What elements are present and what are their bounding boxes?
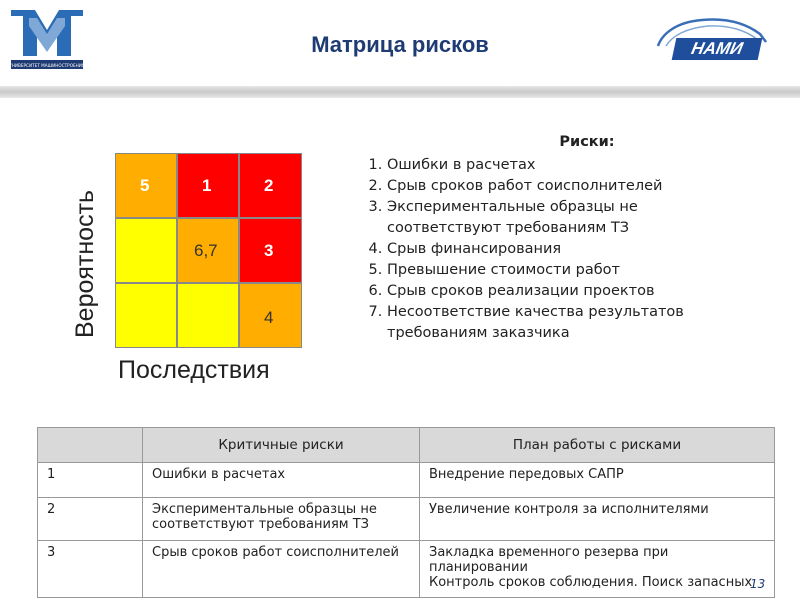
matrix-cell-r1-c1 (115, 153, 177, 218)
table-row (38, 498, 775, 541)
matrix-cell-r2-c1 (115, 218, 177, 283)
row-plan: Увеличение контроля за исполнителями (420, 498, 775, 541)
risk-item: 4. Срыв финансирования (387, 239, 742, 260)
page-title: Матрица рисков (311, 32, 489, 57)
matrix-cell-r3-c2 (177, 283, 239, 348)
risks-ordered-list (352, 155, 742, 344)
svg-text:УНИВЕРСИТЕТ МАШИНОСТРОЕНИЯ: УНИВЕРСИТЕТ МАШИНОСТРОЕНИЯ (9, 63, 85, 68)
matrix-cell-label: 2 (264, 176, 274, 195)
matrix-cell-label: 4 (264, 308, 274, 327)
column-header-critical-risks: Критичные риски (143, 428, 420, 463)
matrix-cell-label: 1 (202, 176, 212, 195)
matrix-cell-r3-c1 (115, 283, 177, 348)
risk-item: 7. Несоответствие качества результатов требованиям заказчика (387, 302, 742, 344)
matrix-cell-r1-c3 (239, 153, 302, 218)
page-number: 13 (750, 577, 766, 591)
table-header-row (38, 428, 775, 463)
nami-logo (652, 12, 772, 68)
matrix-cell-r3-c3 (239, 283, 302, 348)
matrix-cell-r1-c2 (177, 153, 239, 218)
row-risk: Ошибки в расчетах (143, 463, 420, 498)
row-risk: Срыв сроков работ соисполнителей (143, 541, 420, 598)
nami-logo-text: НАМИ (672, 38, 763, 60)
matrix-cell-label: 3 (264, 241, 274, 260)
column-header-plan: План работы с рисками (420, 428, 775, 463)
risk-item: 5. Превышение стоимости работ (387, 260, 742, 281)
y-axis-label: Вероятность (71, 189, 99, 338)
x-axis-label: Последствия (118, 356, 270, 384)
table-row (38, 463, 775, 498)
risk-plan-table (37, 427, 775, 598)
risk-item: 6. Срыв сроков реализации проектов (387, 281, 742, 302)
row-risk: Экспериментальные образцы не соответствуют требованиям ТЗ (143, 498, 420, 541)
row-number: 3 (38, 541, 143, 598)
risk-matrix (115, 153, 302, 348)
risk-item: 1. Ошибки в расчетах (387, 155, 742, 176)
matrix-cell-label: 5 (140, 176, 150, 195)
row-number: 2 (38, 498, 143, 541)
matrix-cell-r2-c2 (177, 218, 239, 283)
matrix-cell-r2-c3 (239, 218, 302, 283)
header-divider (0, 86, 800, 98)
risk-item: 2. Срыв сроков работ соисполнителей (387, 176, 742, 197)
row-number: 1 (38, 463, 143, 498)
column-header-number (38, 428, 143, 463)
matrix-cell-label: 6,7 (194, 241, 218, 260)
risks-list (352, 132, 742, 344)
row-plan: Внедрение передовых САПР (420, 463, 775, 498)
table-row (38, 541, 775, 598)
risk-item: 3. Экспериментальные образцы не соответствуют требованиям ТЗ (387, 197, 742, 239)
risks-title: Риски: (559, 134, 615, 150)
row-plan: Закладка временного резерва при планировании Контроль сроков соблюдения. Поиск запасных (420, 541, 775, 598)
